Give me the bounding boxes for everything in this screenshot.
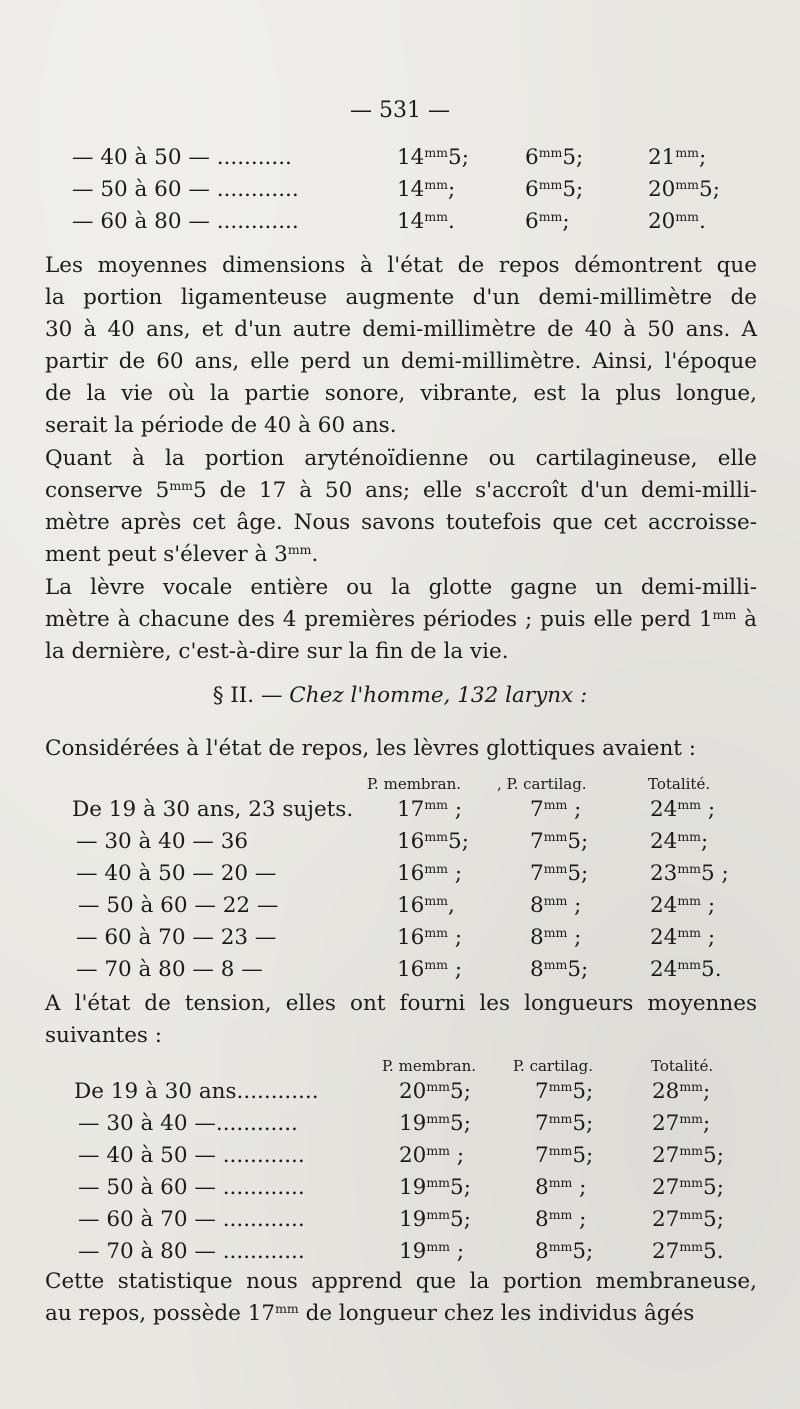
paragraph-2	[45, 443, 757, 571]
membran-cell: $16^{mm}$ ;	[397, 861, 463, 886]
para1-line: 30 à 40 ans, et d'un autre demi-millimètre de 40 à 50 ans. A	[45, 317, 757, 342]
para5-line: A l'état de tension, elles ont fourni les longueurs moyennes	[45, 991, 757, 1016]
membran-cell: $20^{mm}$ ;	[399, 1143, 465, 1168]
age-cell: — 50 à 60 — ............	[72, 177, 299, 202]
total-cell: $27^{mm}$;	[652, 1111, 711, 1136]
para1-line: de la vie où la partie sonore, vibrante, est la plus longue,	[45, 381, 757, 406]
col-header-total-1: Totalité.	[648, 775, 711, 793]
cartilag-cell: $7^{mm}5$;	[535, 1111, 594, 1136]
para1-line: Les moyennes dimensions à l'état de repos démontrent que	[45, 253, 757, 278]
cartilag-cell: $6^{mm}$;	[525, 209, 570, 234]
para1-line: la portion ligamenteuse augmente d'un demi-millimètre de	[45, 285, 757, 310]
cartilag-cell: $7^{mm}5$;	[530, 861, 589, 886]
membran-cell: $16^{mm}$ ;	[397, 957, 463, 982]
para2-line: mètre après cet âge. Nous savons toutefois que cet accroisse-	[45, 510, 757, 535]
para3-line: La lèvre vocale entière ou la glotte gagne un demi-milli-	[45, 575, 757, 600]
total-cell: $24^{mm}$ ;	[650, 893, 716, 918]
total-cell: $24^{mm}$;	[650, 829, 709, 854]
total-cell: $21^{mm}$;	[648, 145, 707, 170]
total-cell: $27^{mm}5$;	[652, 1175, 724, 1200]
para6-line: au repos, possède $17^{mm}$ de longueur chez les individus âgés	[45, 1301, 695, 1326]
membran-cell: $19^{mm}5$;	[399, 1111, 471, 1136]
para3-line: la dernière, c'est-à-dire sur la fin de la vie.	[45, 639, 509, 664]
cartilag-cell: $7^{mm}5$;	[535, 1143, 594, 1168]
section-prefix: § II. —	[212, 683, 290, 708]
para6-line: Cette statistique nous apprend que la portion membraneuse,	[45, 1269, 757, 1294]
membran-cell: $20^{mm}5$;	[399, 1079, 471, 1104]
age-cell: — 70 à 80 — ............	[78, 1239, 305, 1264]
cartilag-cell: $7^{mm}$ ;	[530, 797, 582, 822]
paragraph-5	[45, 988, 757, 1052]
membran-cell: $19^{mm}5$;	[399, 1175, 471, 1200]
section-title: Chez l'homme, 132 larynx :	[289, 683, 588, 708]
col-header-cartilag-2: P. cartilag.	[513, 1057, 594, 1075]
total-cell: $27^{mm}5$;	[652, 1207, 724, 1232]
paragraph-1	[45, 250, 757, 442]
cartilag-cell: $6^{mm}5$;	[525, 145, 584, 170]
membran-cell: $14^{mm}$;	[397, 177, 456, 202]
membran-cell: $17^{mm}$ ;	[397, 797, 463, 822]
age-cell: — 40 à 50 — ...........	[72, 145, 292, 170]
cartilag-cell: $8^{mm}$ ;	[535, 1175, 587, 1200]
age-cell: De 19 à 30 ans, 23 sujets.	[72, 797, 354, 822]
age-cell: — 60 à 70 — ............	[78, 1207, 305, 1232]
cartilag-cell: $8^{mm}5$;	[530, 957, 589, 982]
age-cell: — 50 à 60 — 22 —	[78, 893, 279, 918]
membran-cell: $19^{mm}5$;	[399, 1207, 471, 1232]
age-cell: — 30 à 40 —............	[78, 1111, 298, 1136]
para1-line: partir de 60 ans, elle perd un demi-millimètre. Ainsi, l'époque	[45, 349, 757, 374]
para2-line: ment peut s'élever à $3^{mm}$.	[45, 542, 319, 567]
age-cell: — 30 à 40 — 36	[76, 829, 249, 854]
age-cell: De 19 à 30 ans............	[74, 1079, 319, 1104]
age-cell: — 50 à 60 — ............	[78, 1175, 305, 1200]
cartilag-cell: $8^{mm}$ ;	[535, 1207, 587, 1232]
total-cell: $27^{mm}5$;	[652, 1143, 724, 1168]
membran-cell: $14^{mm}5$;	[397, 145, 469, 170]
membran-cell: $14^{mm}$.	[397, 209, 455, 234]
membran-cell: $16^{mm}$,	[397, 893, 455, 918]
age-cell: — 60 à 70 — 23 —	[76, 925, 277, 950]
total-cell: $28^{mm}$;	[652, 1079, 711, 1104]
cartilag-cell: $8^{mm}$ ;	[530, 893, 582, 918]
col-header-total-2: Totalité.	[651, 1057, 714, 1075]
paragraph-4	[45, 733, 757, 765]
para1-line: serait la période de 40 à 60 ans.	[45, 413, 397, 438]
para5-line: suivantes :	[45, 1023, 163, 1048]
paragraph-4-line: Considérées à l'état de repos, les lèvres glottiques avaient :	[45, 736, 697, 761]
cartilag-cell: $8^{mm}5$;	[535, 1239, 594, 1264]
col-header-membran-2: P. membran.	[382, 1057, 477, 1075]
cartilag-cell: $7^{mm}5$;	[530, 829, 589, 854]
total-cell: $24^{mm}5$.	[650, 957, 722, 982]
cartilag-cell: $6^{mm}5$;	[525, 177, 584, 202]
membran-cell: $19^{mm}$ ;	[399, 1239, 465, 1264]
para3-line: mètre à chacune des 4 premières périodes ; puis elle perd $1^{mm}$ à	[45, 607, 757, 632]
page-number: — 531 —	[350, 98, 450, 123]
col-header-membran-1: P. membran.	[367, 775, 462, 793]
total-cell: $27^{mm}5$.	[652, 1239, 724, 1264]
total-cell: $24^{mm}$ ;	[650, 797, 716, 822]
membran-cell: $16^{mm}5$;	[397, 829, 469, 854]
total-cell: $20^{mm}5$;	[648, 177, 720, 202]
para2-line: Quant à la portion aryténoïdienne ou cartilagineuse, elle	[45, 446, 757, 471]
age-cell: — 60 à 80 — ............	[72, 209, 299, 234]
age-cell: — 40 à 50 — 20 —	[76, 861, 277, 886]
para2-line: conserve $5^{mm}5$ de 17 à 50 ans; elle s'accroît d'un demi-milli-	[45, 478, 757, 503]
age-cell: — 70 à 80 — 8 —	[76, 957, 263, 982]
col-header-cartilag-1: , P. cartilag.	[497, 775, 587, 793]
membran-cell: $16^{mm}$ ;	[397, 925, 463, 950]
cartilag-cell: $7^{mm}5$;	[535, 1079, 594, 1104]
paragraph-3	[45, 572, 757, 668]
age-cell: — 40 à 50 — ............	[78, 1143, 305, 1168]
total-cell: $23^{mm}5$ ;	[650, 861, 729, 886]
section-heading	[0, 683, 800, 708]
total-cell: $20^{mm}$.	[648, 209, 706, 234]
total-cell: $24^{mm}$ ;	[650, 925, 716, 950]
paragraph-6	[45, 1266, 757, 1330]
cartilag-cell: $8^{mm}$ ;	[530, 925, 582, 950]
